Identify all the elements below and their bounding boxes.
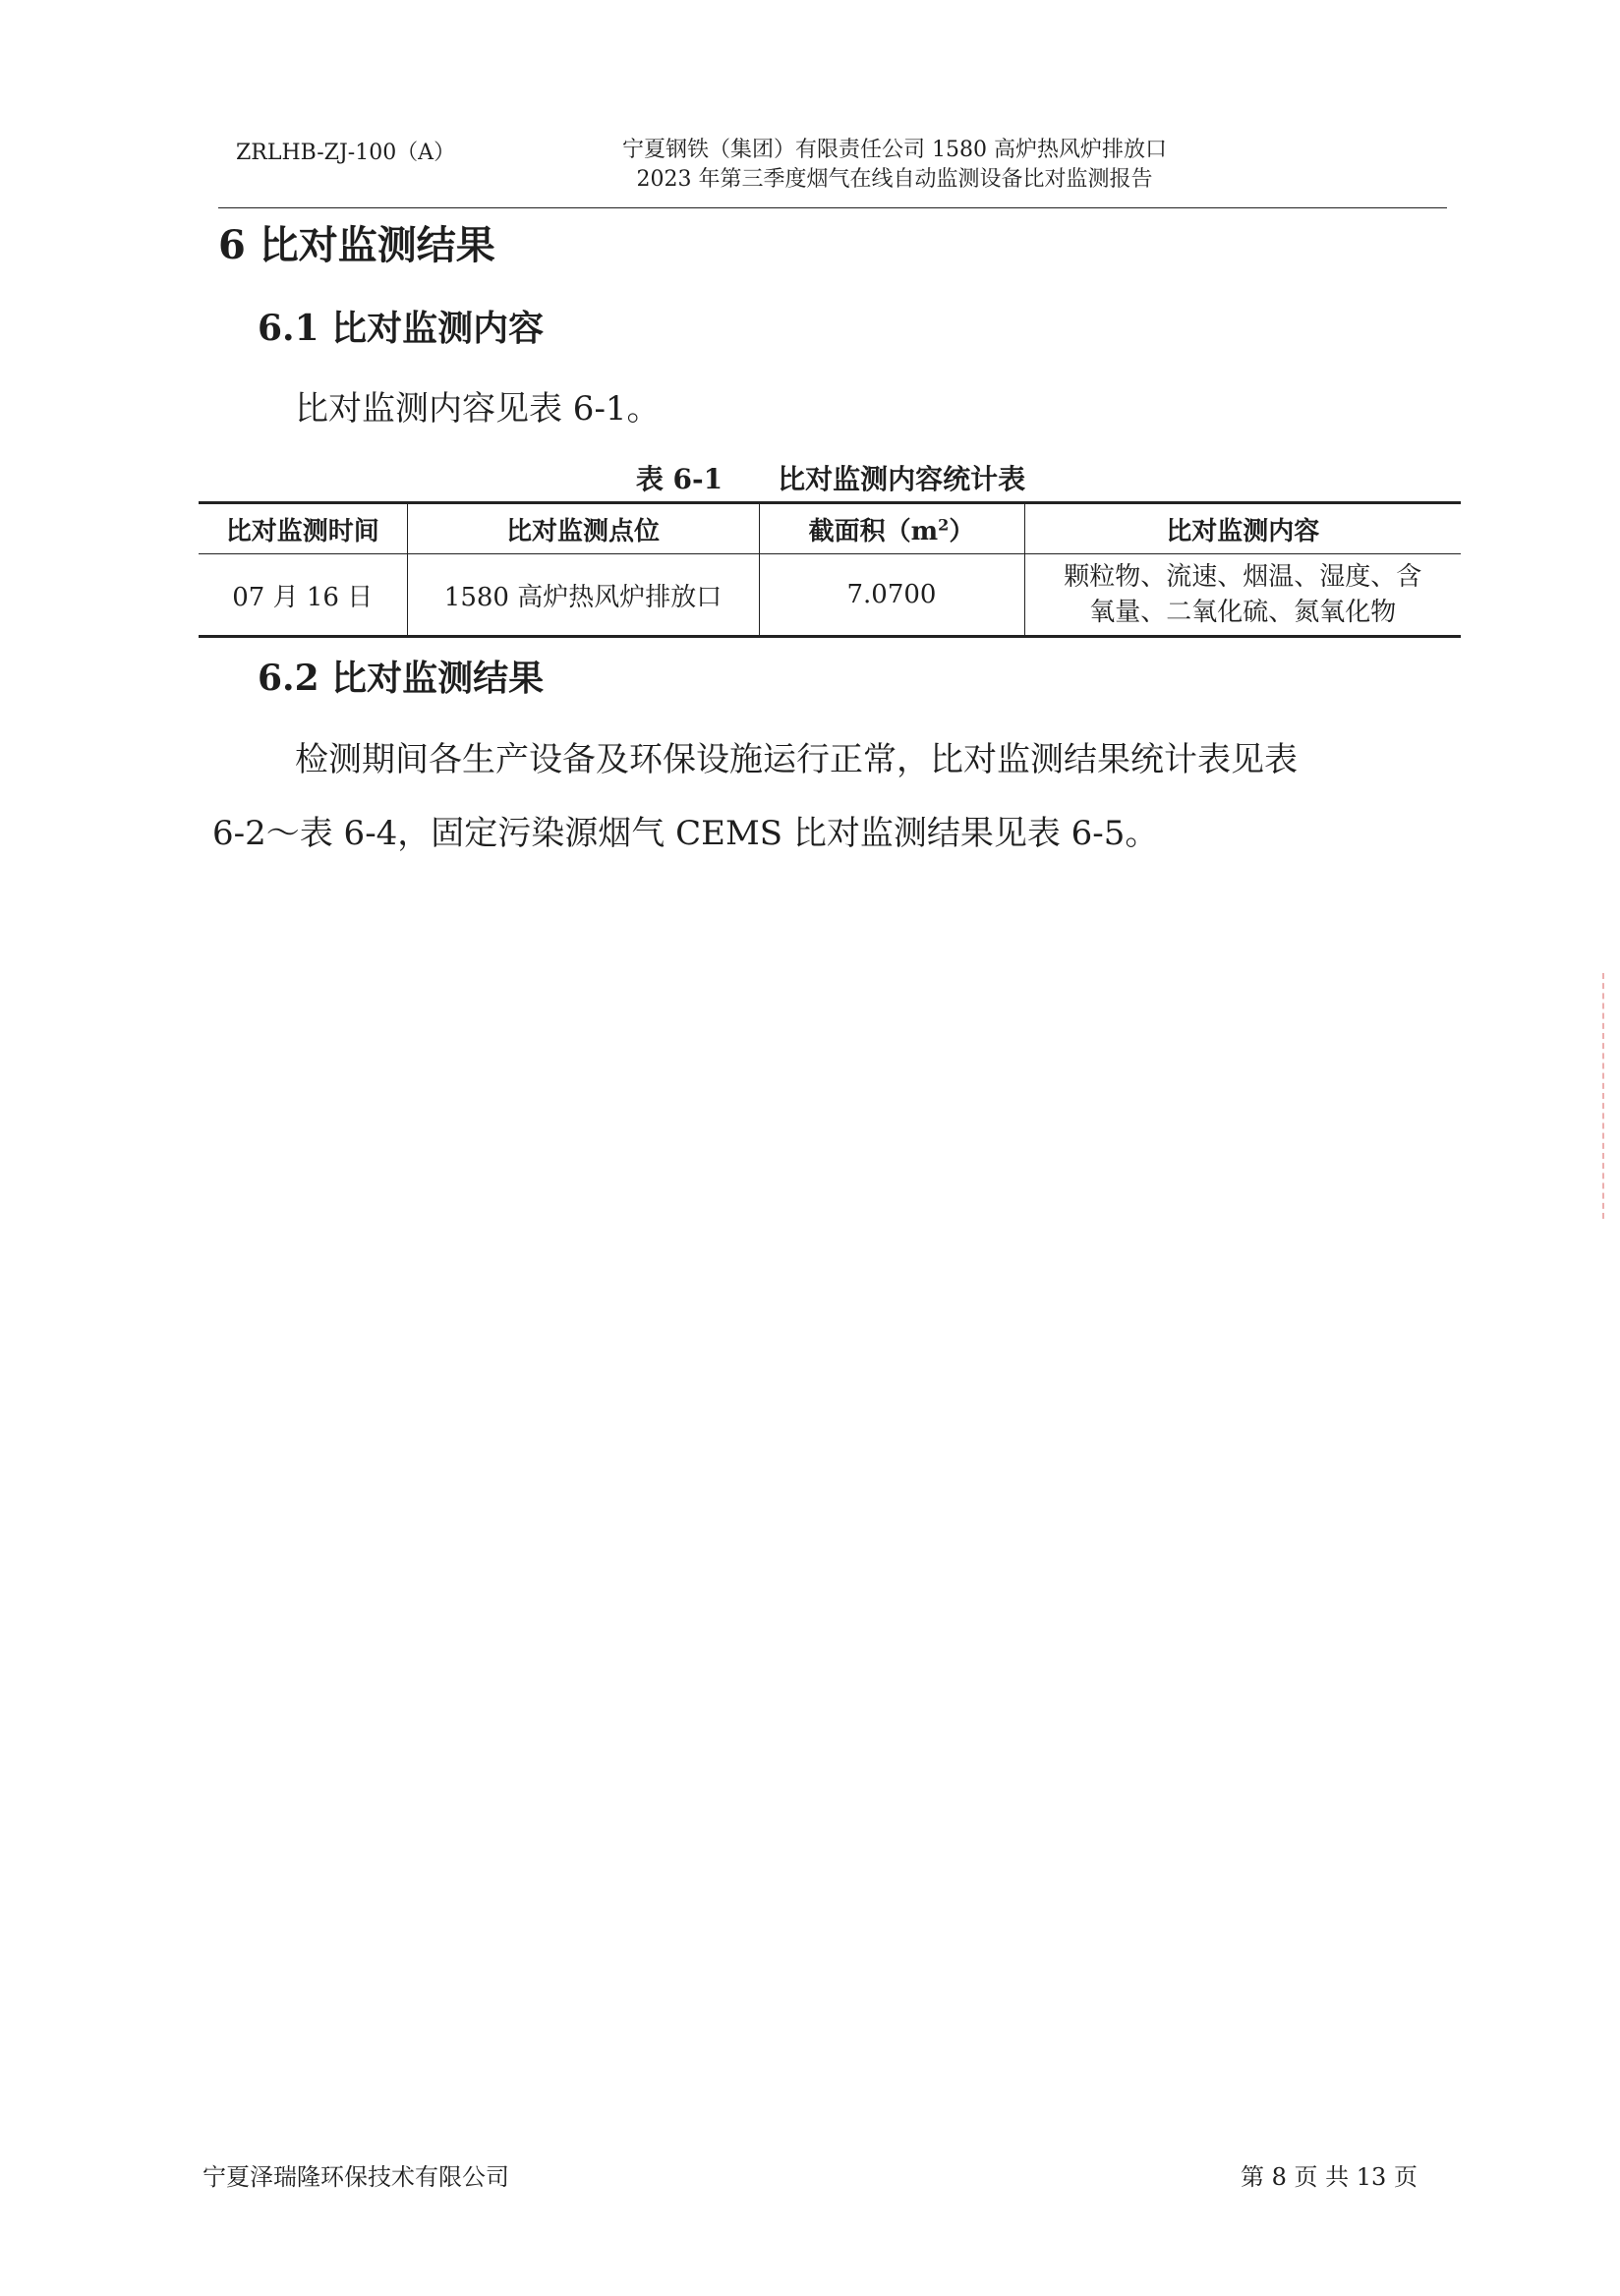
table-caption-number: 表 6-1	[635, 463, 723, 495]
cell-content-line1: 颗粒物、流速、烟温、湿度、含	[1064, 562, 1422, 592]
monitoring-content-table	[199, 501, 1461, 638]
table-row	[199, 554, 1461, 637]
cell-content	[1024, 554, 1461, 637]
subsection-6-1-title: 6.1 比对监测内容	[258, 308, 545, 349]
header-time: 比对监测时间	[199, 503, 407, 554]
table-caption	[197, 458, 1465, 497]
header-title	[472, 136, 1317, 195]
cell-content-line2: 氧量、二氧化硫、氮氧化物	[1089, 598, 1397, 627]
subsection-6-1-paragraph: 比对监测内容见表 6-1。	[295, 389, 661, 429]
footer-page-info: 第 8 页 共 13 页	[1241, 2163, 1418, 2191]
header-rule	[218, 207, 1447, 208]
table-caption-title: 比对监测内容统计表	[778, 463, 1026, 495]
cell-area: 7.0700	[759, 554, 1024, 637]
subsection-6-2-paragraph-line2: 6-2～表 6-4，固定污染源烟气 CEMS 比对监测结果见表 6-5。	[212, 814, 1159, 853]
header-area	[759, 503, 1024, 554]
section-title: 6 比对监测结果	[218, 222, 495, 268]
footer-company: 宁夏泽瑞隆环保技术有限公司	[202, 2163, 509, 2191]
header-area-sup: 2	[938, 514, 950, 534]
header-content: 比对监测内容	[1024, 503, 1461, 554]
header-point: 比对监测点位	[407, 503, 759, 554]
header-code: ZRLHB-ZJ-100（A）	[236, 141, 456, 165]
cell-point: 1580 高炉热风炉排放口	[407, 554, 759, 637]
subsection-6-2-paragraph-line1: 检测期间各生产设备及环保设施运行正常，比对监测结果统计表见表	[295, 740, 1298, 779]
subsection-6-2-title: 6.2 比对监测结果	[258, 658, 545, 699]
cell-time: 07 月 16 日	[199, 554, 407, 637]
header-area-text: 截面积（m	[808, 516, 939, 546]
seal-edge-mark	[1602, 973, 1618, 1219]
header-title-line2: 2023 年第三季度烟气在线自动监测设备比对监测报告	[636, 167, 1153, 192]
table-header-row	[199, 503, 1461, 554]
header-area-close: ）	[949, 516, 975, 546]
header-title-line1: 宁夏钢铁（集团）有限责任公司 1580 高炉热风炉排放口	[622, 138, 1167, 162]
